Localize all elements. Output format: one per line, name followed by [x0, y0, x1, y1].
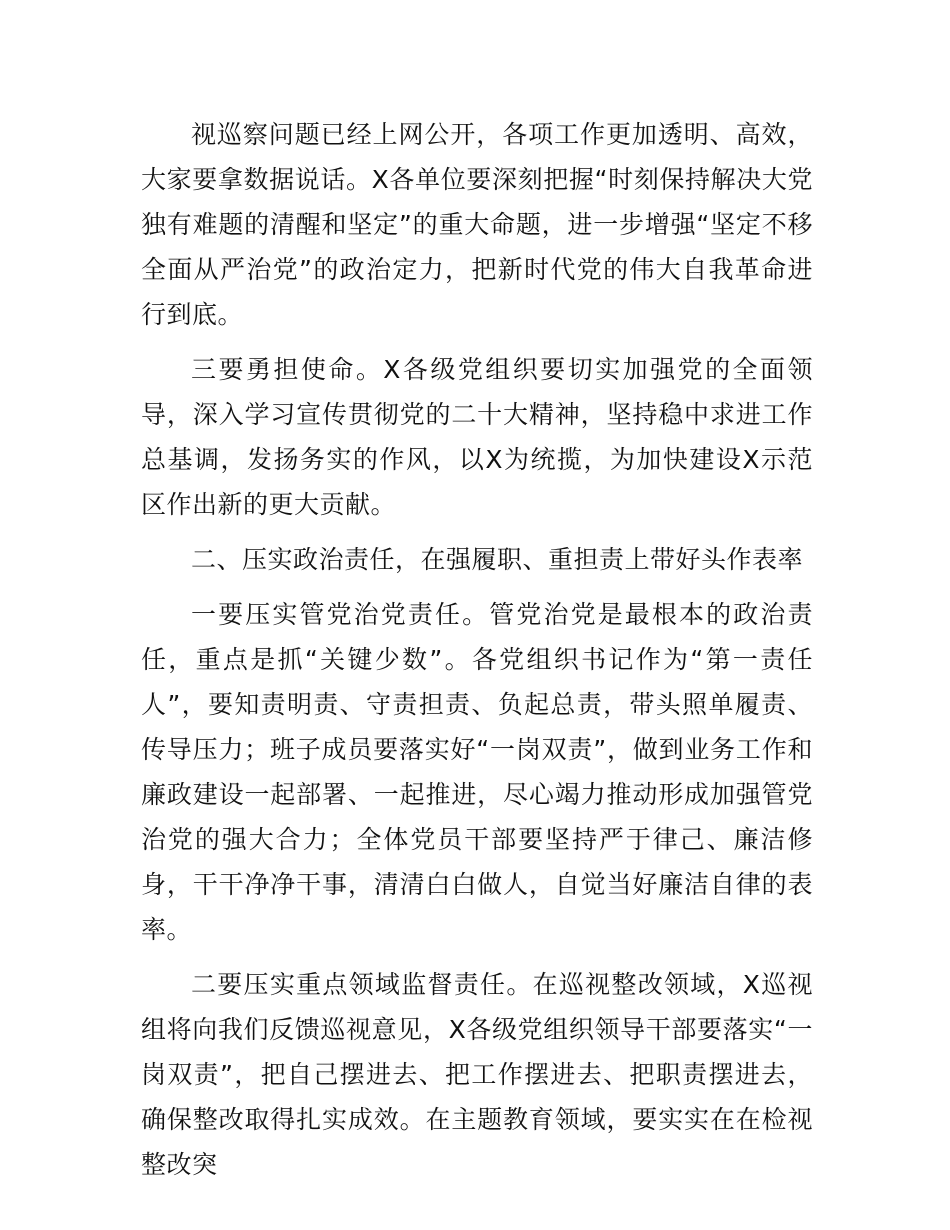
- paragraph-party-governance-responsibility: 一要压实管党治党责任。管党治党是最根本的政治责任，重点是抓“关键少数”。各党组织书记作为“第一责任人”，要知责明责、守责担责、负起总责，带头照单履责、传导压力；班子成员要落实好“一岗双责”，做到业务工作和廉政建设一起部署、一起推进，尽心竭力推动形成加强管党治党的强大合力；全体党员干部要坚持严于律己、廉洁修身，干干净净干事，清清白白做人，自觉当好廉洁自律的表率。: [141, 600, 813, 944]
- document-body: [141, 112, 813, 1187]
- section-heading-two: 二、压实政治责任，在强履职、重担责上带好头作表率: [191, 545, 804, 574]
- paragraph-continuation: 视巡察问题已经上网公开，各项工作更加透明、高效，大家要拿数据说话。X各单位要深刻把握“时刻保持解决大党独有难题的清醒和坚定”的重大命题，进一步增强“坚定不移全面从严治党”的政治定力，把新时代党的伟大自我革命进行到底。: [141, 120, 813, 329]
- paragraph-supervision-responsibility: 二要压实重点领域监督责任。在巡视整改领域，X巡视组将向我们反馈巡视意见，X各级党组织领导干部要落实“一岗双责”，把自己摆进去、把工作摆进去、把职责摆进去，确保整改取得扎实成效。在主题教育领域，要实实在在检视整改突: [141, 970, 813, 1179]
- paragraph-third-mission: 三要勇担使命。X各级党组织要切实加强党的全面领导，深入学习宣传贯彻党的二十大精神，坚持稳中求进工作总基调，发扬务实的作风，以X为统揽，为加快建设X示范区作出新的更大贡献。: [141, 355, 813, 519]
